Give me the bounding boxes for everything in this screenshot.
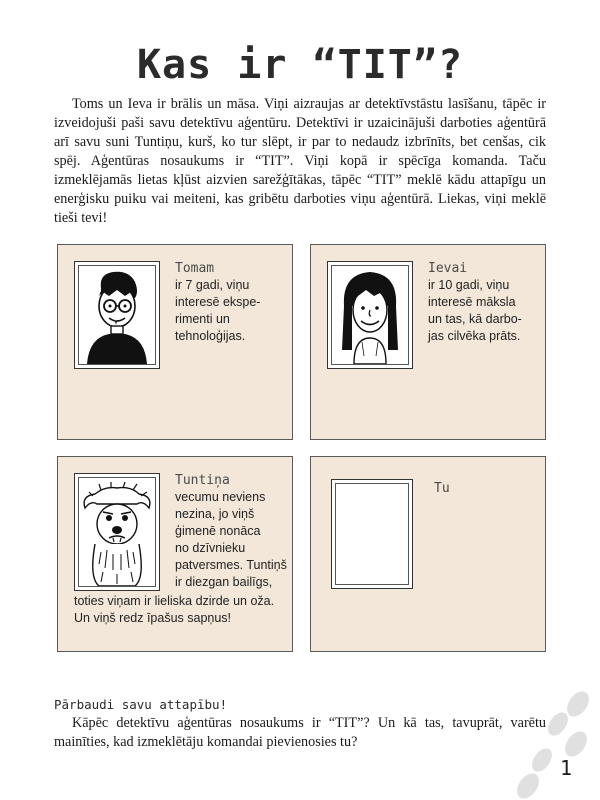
card-ievai	[310, 244, 546, 440]
card-text-ievai: ir 10 gadi, viņu interesē māksla un tas, kā darbo- jas cilvēka prāts.	[428, 278, 522, 343]
card-tomam	[57, 244, 293, 440]
card-text-tuntina-bottom: toties viņam ir lieliska dzirde un oža. Un viņš redz īpašus sapņus!	[74, 594, 275, 625]
card-name-tu: Tu	[434, 481, 450, 496]
card-tuntina	[57, 456, 293, 652]
empty-portrait-frame	[331, 479, 413, 589]
dog-portrait-frame	[74, 473, 160, 591]
card-text-tuntina-top: vecumu neviens nezina, jo viņš ģimenē nonāca no dzīvnieku patversmes. Tuntiņš ir diezgan bailīgs,	[175, 490, 287, 589]
card-text-tomam: ir 7 gadi, viņu interesē ekspe- rimenti un tehnoloģijas.	[175, 278, 261, 343]
boy-portrait-frame	[74, 261, 160, 369]
question-paragraph: Kāpēc detektīvu aģentūras nosaukums ir “TIT”? Un kā tas, tavuprāt, varētu mainīties, kad izmeklētāju komandai pievienosies tu?	[54, 715, 546, 750]
girl-portrait-frame	[327, 261, 413, 369]
page-title: Kas ir “TIT”?	[136, 42, 464, 88]
card-tu	[310, 456, 546, 652]
footprints-icon	[506, 690, 600, 800]
boy-portrait-icon	[79, 266, 155, 364]
girl-portrait-icon	[332, 266, 408, 364]
card-name-tuntina: Tuntiņa	[175, 473, 230, 488]
page-number: 1	[560, 756, 573, 780]
card-name-tomam: Tomam	[175, 261, 215, 276]
dog-portrait-icon	[79, 478, 155, 586]
intro-paragraph: Toms un Ieva ir brālis un māsa. Viņi aizraujas ar detektīvstāstu lasīšanu, tāpēc ir izveidojuši paši savu detektīvu aģentūru. Detektīvi ir uzaicinājuši darboties aģentūrā arī savu suni Tuntiņu, kurš, ko tur slēpt, ir par to nedaudz izbrīnīts, bet cenšas, cik spēj. Aģentūras nosaukums ir “TIT”. Viņi kopā ir spēcīga komanda. Taču izmeklējamās lietas kļūst aizvien sarežģītākas, tāpēc “TIT” meklē kādu attapīgu un enerģisku puiku vai meiteni, kas gribētu darboties viņu aģentūrā. Liekas, viņi meklē tieši tevi!	[54, 96, 546, 226]
card-name-ievai: Ievai	[428, 261, 468, 276]
question-heading: Pārbaudi savu attapību!	[54, 697, 228, 712]
